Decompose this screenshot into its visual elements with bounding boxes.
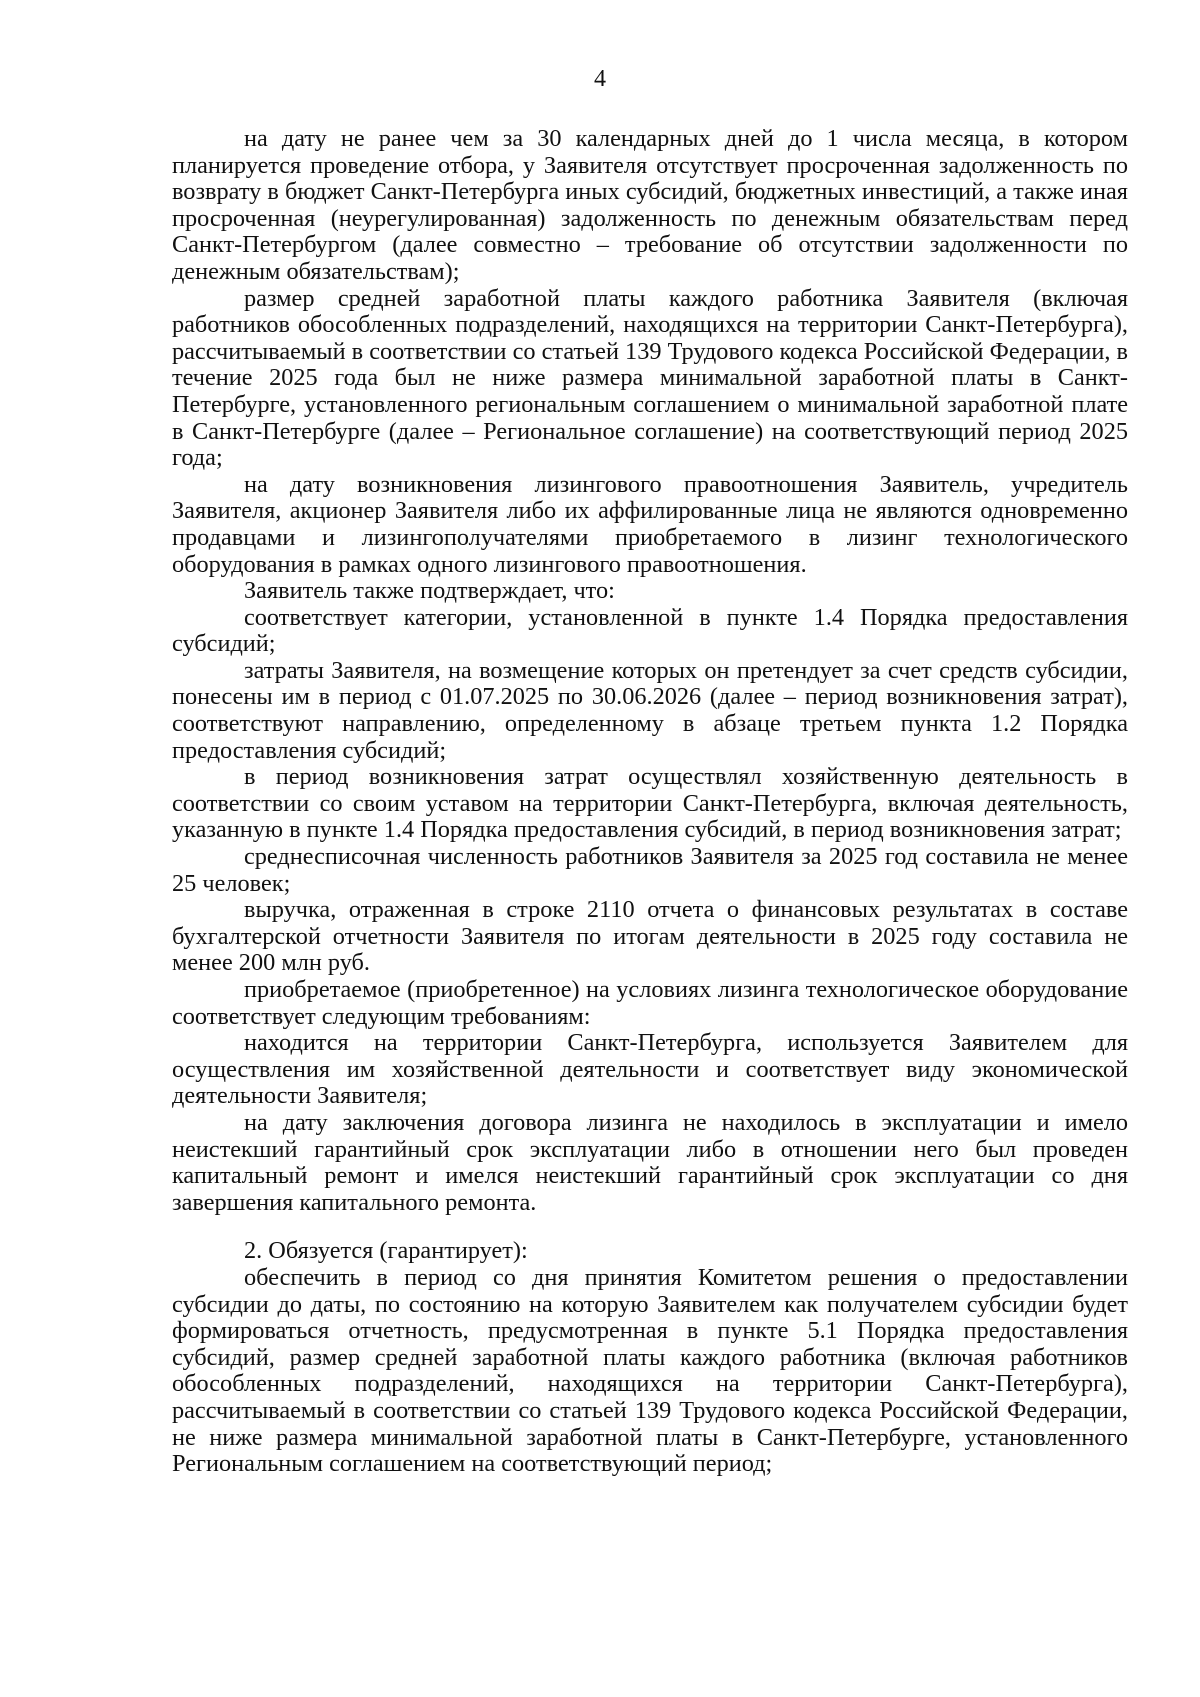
- document-body: [172, 126, 1128, 1478]
- paragraph-revenue: выручка, отраженная в строке 2110 отчета о финансовых результатах в составе бухгалтерской отчетности Заявителя по итогам деятельности в 2025 году составила не менее 200 млн руб.: [172, 896, 1128, 977]
- page-number: 4: [594, 66, 606, 92]
- section-heading-obligations: 2. Обязуется (гарантирует):: [244, 1237, 528, 1265]
- paragraph-average-salary: размер средней заработной платы каждого работника Заявителя (включая работников обособленных подразделений, находящихся на территории Санкт-Петербурга), рассчитываемый в соответствии со статьей 139 Трудового кодекса Российской Федерации, в течение 2025 года был не ниже размера минимальной заработной платы в Санкт-Петербурге, установленного региональным соглашением о минимальной заработной плате в Санкт-Петербурге (далее – Региональное соглашение) на соответствующий период 2025 года;: [172, 284, 1128, 472]
- paragraph-category: соответствует категории, установленной в пункте 1.4 Порядка предоставления субсидий;: [172, 603, 1128, 658]
- paragraph-headcount: среднесписочная численность работников Заявителя за 2025 год составила не менее 25 человек;: [172, 843, 1128, 897]
- paragraph-equipment-location: находится на территории Санкт-Петербурга, используется Заявителем для осуществления им хозяйственной деятельности и соответствует виду экономической деятельности Заявителя;: [172, 1029, 1128, 1110]
- paragraph-applicant-confirms: Заявитель также подтверждает, что:: [244, 577, 615, 605]
- paragraph-equipment-requirements: приобретаемое (приобретенное) на условиях лизинга технологическое оборудование соответствует следующим требованиям:: [172, 976, 1128, 1030]
- paragraph-costs: затраты Заявителя, на возмещение которых он претендует за счет средств субсидии, понесены им в период с 01.07.2025 по 30.06.2026 (далее – период возникновения затрат), соответствуют направлению, определенному в абзаце третьем пункта 1.2 Порядка предоставления субсидий;: [172, 656, 1128, 764]
- section-gap: [172, 1216, 1128, 1238]
- paragraph-equipment-warranty: на дату заключения договора лизинга не находилось в эксплуатации и имело неистекший гарантийный срок эксплуатации либо в отношении него был проведен капитальный ремонт и имелся неистекший гарантийный срок эксплуатации со дня завершения капитального ремонта.: [172, 1108, 1128, 1216]
- paragraph-business-activity: в период возникновения затрат осуществлял хозяйственную деятельность в соответствии со своим уставом на территории Санкт-Петербурга, включая деятельность, указанную в пункте 1.4 Порядка предоставления субсидий, в период возникновения затрат;: [172, 763, 1128, 844]
- paragraph-leasing-relationship: на дату возникновения лизингового правоотношения Заявитель, учредитель Заявителя, акционер Заявителя либо их аффилированные лица не являются одновременно продавцами и лизингополучателями приобретаемого в лизинг технологического оборудования в рамках одного лизингового правоотношения.: [172, 470, 1128, 578]
- paragraph-salary-obligation: обеспечить в период со дня принятия Комитетом решения о предоставлении субсидии до даты, по состоянию на которую Заявителем как получателем субсидии будет формироваться отчетность, предусмотренная в пункте 5.1 Порядка предоставления субсидий, размер средней заработной платы каждого работника (включая работников обособленных подразделений, находящихся на территории Санкт-Петербурга), рассчитываемый в соответствии со статьей 139 Трудового кодекса Российской Федерации, не ниже размера минимальной заработной платы в Санкт-Петербурге, установленного Региональным соглашением на соответствующий период;: [172, 1263, 1128, 1478]
- paragraph-no-debt: на дату не ранее чем за 30 календарных дней до 1 числа месяца, в котором планируется проведение отбора, у Заявителя отсутствует просроченная задолженность по возврату в бюджет Санкт-Петербурга иных субсидий, бюджетных инвестиций, а также иная просроченная (неурегулированная) задолженность по денежным обязательствам перед Санкт-Петербургом (далее совместно – требование об отсутствии задолженности по денежным обязательствам);: [172, 125, 1128, 285]
